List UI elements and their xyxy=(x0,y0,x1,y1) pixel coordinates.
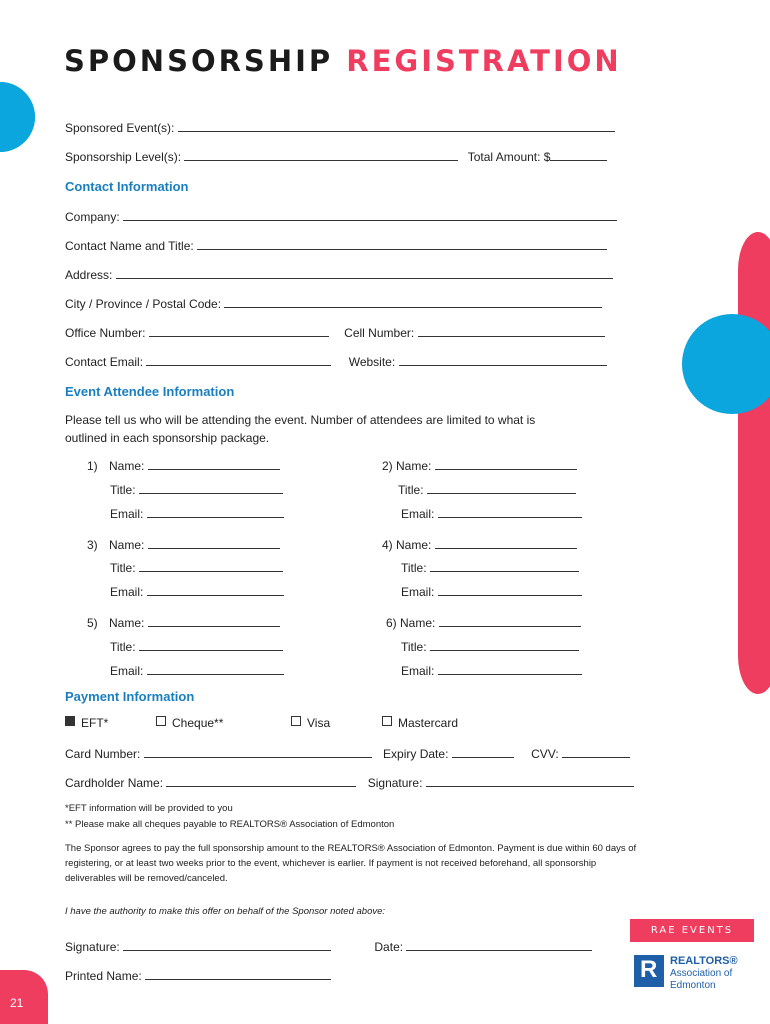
checkbox-icon[interactable] xyxy=(382,716,392,726)
attendee-3-title-field[interactable] xyxy=(139,560,283,572)
attendee-2-email-row xyxy=(401,506,582,521)
logo-text-line2: Association of xyxy=(670,968,733,979)
attendee-5-name-row xyxy=(87,615,280,630)
city-field[interactable] xyxy=(224,296,602,308)
cardholder-name-label: Cardholder Name: xyxy=(65,776,164,790)
attendee-5-title-row xyxy=(110,639,283,654)
attendee-name-label: Name: xyxy=(396,459,432,473)
attendee-title-label: Title: xyxy=(110,561,136,575)
section-payment-information: Payment Information xyxy=(65,689,195,704)
attendee-1-title-field[interactable] xyxy=(139,482,283,494)
website-label: Website: xyxy=(348,355,396,369)
attendee-6-title-row xyxy=(401,639,579,654)
expiry-date-field[interactable] xyxy=(452,746,514,758)
sponsorship-level-label: Sponsorship Level(s): xyxy=(65,150,182,164)
contact-email-label: Contact Email: xyxy=(65,355,144,369)
sponsored-events-field[interactable] xyxy=(178,120,615,132)
cvv-field[interactable] xyxy=(562,746,630,758)
card-number-field[interactable] xyxy=(144,746,372,758)
phone-row xyxy=(65,325,605,340)
date-field[interactable] xyxy=(406,939,592,951)
attendee-1-name-field[interactable] xyxy=(148,458,280,470)
attendee-2-name-field[interactable] xyxy=(435,458,577,470)
attendee-name-label: Name: xyxy=(109,616,145,630)
cell-number-field[interactable] xyxy=(418,325,605,337)
checkbox-icon[interactable] xyxy=(156,716,166,726)
page-number-tab xyxy=(0,970,48,1024)
cvv-label: CVV: xyxy=(531,747,559,761)
eft-note: *EFT information will be provided to you xyxy=(65,803,233,814)
agreement-paragraph: The Sponsor agrees to pay the full sponsorship amount to the REALTORS® Association of Edmonton. Payment is due within 60 days of registering, or at least two weeks prior to the event, whichever is earlier. If payment is not received beforehand, all sponsorship deliverables will be removed/canceled. xyxy=(65,843,637,884)
section-event-attendee-information: Event Attendee Information xyxy=(65,384,235,399)
signature-label: Signature: xyxy=(65,940,120,954)
attendee-intro-line1: Please tell us who will be attending the event. Number of attendees are limited to what is xyxy=(65,413,536,427)
city-label: City / Province / Postal Code: xyxy=(65,297,222,311)
attendee-4-title-field[interactable] xyxy=(430,560,579,572)
date-label: Date: xyxy=(374,940,404,954)
attendee-4-name-field[interactable] xyxy=(435,537,577,549)
attendee-name-label: Name: xyxy=(109,538,145,552)
attendee-3-name-row xyxy=(87,537,280,552)
payment-option-cheque[interactable] xyxy=(156,716,223,730)
contact-email-field[interactable] xyxy=(146,354,331,366)
attendee-1-title-row xyxy=(110,482,283,497)
attendee-6-email-row xyxy=(401,663,582,678)
attendee-email-label: Email: xyxy=(401,507,435,521)
attendee-6-title-field[interactable] xyxy=(430,639,579,651)
office-number-field[interactable] xyxy=(149,325,329,337)
attendee-2-title-field[interactable] xyxy=(427,482,576,494)
expiry-date-label: Expiry Date: xyxy=(383,747,449,761)
attendee-6-email-field[interactable] xyxy=(438,663,582,675)
printed-name-row xyxy=(65,968,331,983)
payment-signature-field[interactable] xyxy=(426,775,634,787)
cardholder-row xyxy=(65,775,634,790)
website-field[interactable] xyxy=(399,354,607,366)
card-number-row xyxy=(65,746,630,761)
attendee-email-label: Email: xyxy=(110,585,144,599)
sponsored-events-label: Sponsored Event(s): xyxy=(65,121,175,135)
attendee-number: 1) xyxy=(87,459,98,473)
payment-option-label: Visa xyxy=(307,716,331,730)
signature-row xyxy=(65,939,592,954)
title-part-accent: REGISTRATION xyxy=(346,44,622,78)
company-row xyxy=(65,209,617,224)
attendee-name-label: Name: xyxy=(396,538,432,552)
attendee-title-label: Title: xyxy=(398,483,424,497)
attendee-4-email-row xyxy=(401,584,582,599)
payment-option-label: Mastercard xyxy=(398,716,459,730)
sponsored-events-row xyxy=(65,120,615,135)
attendee-intro-line2: outlined in each sponsorship package. xyxy=(65,431,270,445)
total-amount-field[interactable] xyxy=(550,149,607,161)
sponsorship-level-row xyxy=(65,149,607,164)
email-website-row xyxy=(65,354,607,369)
payment-option-eft[interactable] xyxy=(65,716,108,730)
company-field[interactable] xyxy=(123,209,617,221)
attendee-4-email-field[interactable] xyxy=(438,584,582,596)
contact-name-row xyxy=(65,238,607,253)
payment-signature-label: Signature: xyxy=(367,776,423,790)
attendee-2-title-row xyxy=(398,482,576,497)
checkbox-icon[interactable] xyxy=(291,716,301,726)
payment-option-label: EFT* xyxy=(81,716,109,730)
attendee-5-email-field[interactable] xyxy=(147,663,284,675)
address-field[interactable] xyxy=(116,267,613,279)
attendee-number: 4) xyxy=(382,538,393,552)
cardholder-name-field[interactable] xyxy=(166,775,356,787)
attendee-1-email-field[interactable] xyxy=(147,506,284,518)
attendee-number: 5) xyxy=(87,616,98,630)
payment-option-mastercard[interactable] xyxy=(382,716,458,730)
address-label: Address: xyxy=(65,268,113,282)
attendee-6-name-field[interactable] xyxy=(439,615,581,627)
authority-statement: I have the authority to make this offer on behalf of the Sponsor noted above: xyxy=(65,906,386,917)
right-blue-circle xyxy=(682,314,770,414)
contact-name-field[interactable] xyxy=(197,238,607,250)
payment-option-visa[interactable] xyxy=(291,716,330,730)
office-number-label: Office Number: xyxy=(65,326,146,340)
printed-name-field[interactable] xyxy=(145,968,331,980)
attendee-3-email-row xyxy=(110,584,284,599)
attendee-1-name-row xyxy=(87,458,280,473)
contact-name-label: Contact Name and Title: xyxy=(65,239,194,253)
card-number-label: Card Number: xyxy=(65,747,141,761)
attendee-title-label: Title: xyxy=(401,561,427,575)
title-part-dark: SPONSORSHIP xyxy=(64,44,334,78)
attendee-email-label: Email: xyxy=(401,664,435,678)
rae-events-badge: RAE EVENTS xyxy=(630,919,754,942)
page-number: 21 xyxy=(10,996,24,1010)
attendee-3-title-row xyxy=(110,560,283,575)
attendee-2-name-row xyxy=(382,458,577,473)
left-blue-circle xyxy=(0,82,35,152)
attendee-title-label: Title: xyxy=(110,640,136,654)
attendee-email-label: Email: xyxy=(401,585,435,599)
attendee-email-label: Email: xyxy=(110,507,144,521)
attendee-4-name-row xyxy=(382,537,577,552)
logo-letter: R xyxy=(640,956,658,983)
total-amount-label: Total Amount: $ xyxy=(467,150,551,164)
attendee-number: 2) xyxy=(382,459,393,473)
attendee-5-email-row xyxy=(110,663,284,678)
attendee-3-name-field[interactable] xyxy=(148,537,280,549)
cell-number-label: Cell Number: xyxy=(344,326,415,340)
attendee-email-label: Email: xyxy=(110,664,144,678)
section-contact-information: Contact Information xyxy=(65,179,189,194)
attendee-name-label: Name: xyxy=(109,459,145,473)
logo-text-line3: Edmonton xyxy=(670,980,716,991)
sponsorship-level-field[interactable] xyxy=(184,149,458,161)
attendee-number: 3) xyxy=(87,538,98,552)
attendee-2-email-field[interactable] xyxy=(438,506,582,518)
signature-field[interactable] xyxy=(123,939,331,951)
attendee-3-email-field[interactable] xyxy=(147,584,284,596)
attendee-title-label: Title: xyxy=(110,483,136,497)
attendee-number: 6) xyxy=(386,616,397,630)
logo-text-line1: REALTORS® xyxy=(670,955,738,967)
attendee-5-title-field[interactable] xyxy=(139,639,283,651)
attendee-name-label: Name: xyxy=(400,616,436,630)
attendee-5-name-field[interactable] xyxy=(148,615,280,627)
company-label: Company: xyxy=(65,210,120,224)
checkbox-checked-icon[interactable] xyxy=(65,716,75,726)
attendee-6-name-row xyxy=(386,615,581,630)
page-title xyxy=(64,44,622,78)
city-row xyxy=(65,296,602,311)
attendee-1-email-row xyxy=(110,506,284,521)
payment-option-label: Cheque** xyxy=(172,716,224,730)
attendee-4-title-row xyxy=(401,560,579,575)
right-pink-bar xyxy=(738,232,770,694)
printed-name-label: Printed Name: xyxy=(65,969,142,983)
attendee-title-label: Title: xyxy=(401,640,427,654)
cheque-note: ** Please make all cheques payable to REALTORS® Association of Edmonton xyxy=(65,819,395,830)
address-row xyxy=(65,267,613,282)
